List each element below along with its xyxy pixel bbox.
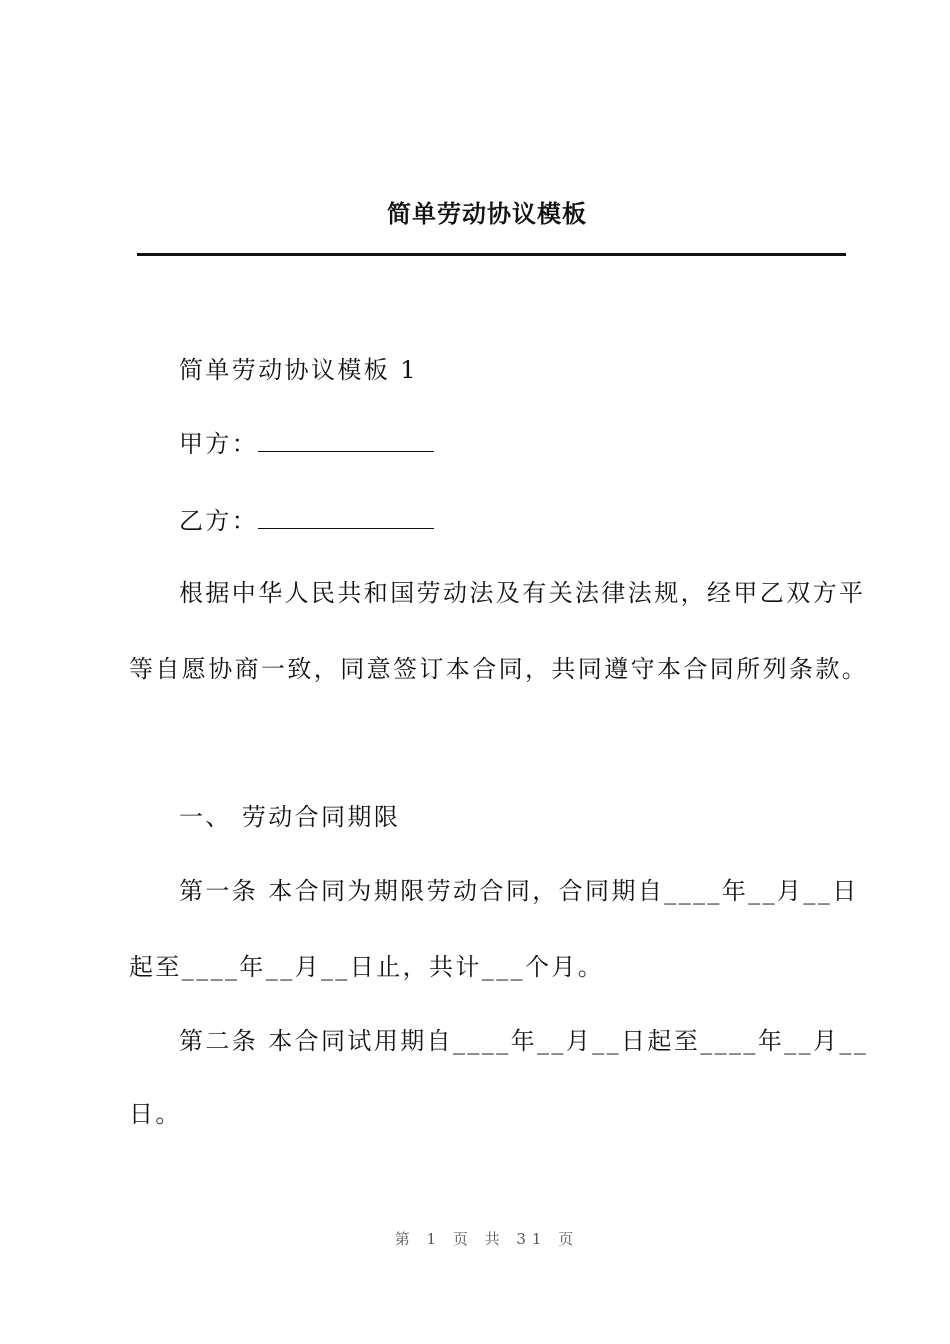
- party-a-label: 甲方：: [179, 430, 259, 458]
- party-a-blank: [258, 429, 434, 452]
- article-2-line-2: 日。: [129, 1100, 182, 1128]
- section-heading-contract-term: 一、 劳动合同期限: [179, 803, 401, 831]
- page-number-footer: 第 1 页 共 31 页: [394, 1230, 580, 1248]
- party-b-line: [179, 503, 434, 539]
- intro-paragraph-line-1: 根据中华人民共和国劳动法及有关法律法规，经甲乙双方平: [179, 579, 866, 607]
- article-1-line-2: 起至____年__月__日止，共计___个月。: [129, 953, 605, 981]
- article-1-line-1: 第一条 本合同为期限劳动合同，合同期自____年__月__日: [179, 877, 859, 905]
- party-b-label: 乙方：: [179, 507, 259, 535]
- party-b-blank: [258, 506, 434, 529]
- title-divider: [137, 253, 846, 256]
- article-2-line-1: 第二条 本合同试用期自____年__月__日起至____年__月__: [179, 1027, 869, 1055]
- intro-paragraph-line-2: 等自愿协商一致，同意签订本合同，共同遵守本合同所列条款。: [129, 655, 869, 683]
- template-subtitle: 简单劳动协议模板 1: [179, 356, 418, 384]
- document-title: 简单劳动协议模板: [387, 199, 587, 228]
- party-a-line: [179, 426, 434, 462]
